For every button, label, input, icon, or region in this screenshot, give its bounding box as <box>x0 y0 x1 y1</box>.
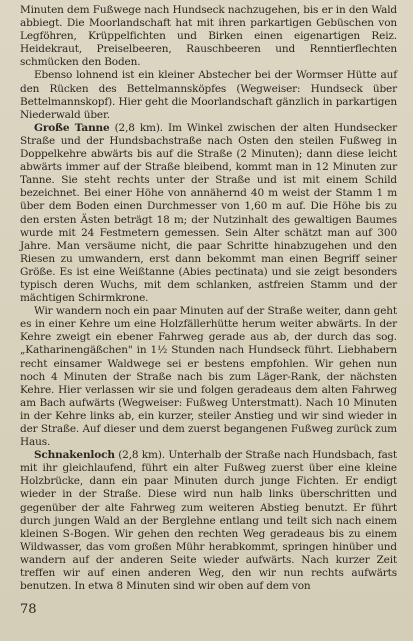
heading-grosse-tanne: Große Tanne <box>34 121 110 134</box>
heading-schnakenloch: Schnakenloch <box>34 449 115 462</box>
paragraph-2-text: Ebenso lohnend ist ein kleiner Abstecher bei der Wormser Hütte auf den Rücken des Bettelmannsköpfes (Wegweiser: Hundseck über Bettelmannskopf). Hier geht die Moorlandschaft gänzlich in parkartigen Niederwald über. <box>20 69 397 121</box>
paragraph-2 <box>20 69 397 121</box>
paragraph-schnakenloch-text: (2,8 km). Unterhalb der Straße nach Hundsbach, fast mit ihr gleichlaufend, führt ein alter Fußweg zuerst über eine kleine Holzbrücke, dann ein paar Minuten durch junge Fichten. Er endigt wieder in der Straße. Diese wird nun halb links überschritten und gegenüber der alte Fahrweg zum weiteren Abstieg benutzt. Er führt durch jungen Wald an der Berglehne entlang und teilt sich nach einem kleinen S-Bogen. Wir gehen den rechten Weg geradeaus bis zu einem Wildwasser, das vom großen Mühr herabkommt, springen hinüber und wandern auf der anderen Seite wieder aufwärts. Nach kurzer Zeit treffen wir auf einen anderen Weg, den wir nun rechts aufwärts benutzen. In etwa 8 Minuten sind wir oben auf dem von <box>20 449 397 593</box>
page-number: 78 <box>20 602 37 617</box>
paragraph-grosse-tanne-text: (2,8 km). Im Winkel zwischen der alten Hundsecker Straße und der Hundsbachstraße nach Osten den steilen Fußweg in Doppelkehre abwärts bis auf die Straße (2 Minuten); dann diese leicht abwärts immer auf der Straße bleibend, kommt man in 12 Minuten zur Tanne. Sie steht rechts unter der Straße und ist mit einem Schild bezeichnet. Bei einer Höhe von annähernd 40 m weist der Stamm 1 m über dem Boden einen Durchmesser von 1,60 m auf. Die Höhe bis zu den ersten Ästen beträgt 18 m; der Nutzinhalt des gewaltigen Baumes wurde mit 24 Festmetern gemessen. Sein Alter schätzt man auf 300 Jahre. Man versäume nicht, die paar Schritte hinabzugehen und den Riesen zu umwandern, erst dann bekommt man einen Begriff seiner Größe. Es ist eine Weißtanne (Abies pectinata) und sie zeigt besonders typisch deren Wuchs, mit dem schlanken, astfreien Stamm und der mächtigen Schirmkrone. <box>20 121 397 305</box>
paragraph-4 <box>20 305 397 449</box>
paragraph-4-text: Wir wandern noch ein paar Minuten auf der Straße weiter, dann geht es in einer Kehre um eine Holzfällerhütte herum weiter abwärts. In der Kehre zweigt ein ebener Fahrweg gerade aus ab, der durch das sog. „Katharinengäßchen" in 1½ Stunden nach Hundseck führt. Liebhabern recht einsamer Waldwege sei er bestens empfohlen. Wir gehen nun noch 4 Minuten der Straße nach bis zum Läger-Rank, der nächsten Kehre. Hier verlassen wir sie und folgen geradeaus dem alten Fahrweg am Bach aufwärts (Wegweiser: Fußweg Unterstmatt). Nach 10 Minuten in der Kehre links ab, ein kurzer, steiler Anstieg und wir sind wieder in der Straße. Auf dieser und dem zuerst begangenen Fußweg zurück zum Haus. <box>20 305 397 449</box>
paragraph-1 <box>20 4 397 69</box>
paragraph-schnakenloch <box>20 449 397 593</box>
body-text <box>20 4 397 593</box>
paragraph-grosse-tanne <box>20 122 397 305</box>
paragraph-1-text: Minuten dem Fußwege nach Hundseck nachzugehen, bis er in den Wald abbiegt. Die Moorlandschaft hat mit ihren parkartigen Gebüschen von Legföhren, Krüppelfichten und Birken einen eigenartigen Reiz. Heidekraut, Preiselbeeren, Rauschbeeren und Renntierflechten schmücken den Boden. <box>20 4 397 69</box>
